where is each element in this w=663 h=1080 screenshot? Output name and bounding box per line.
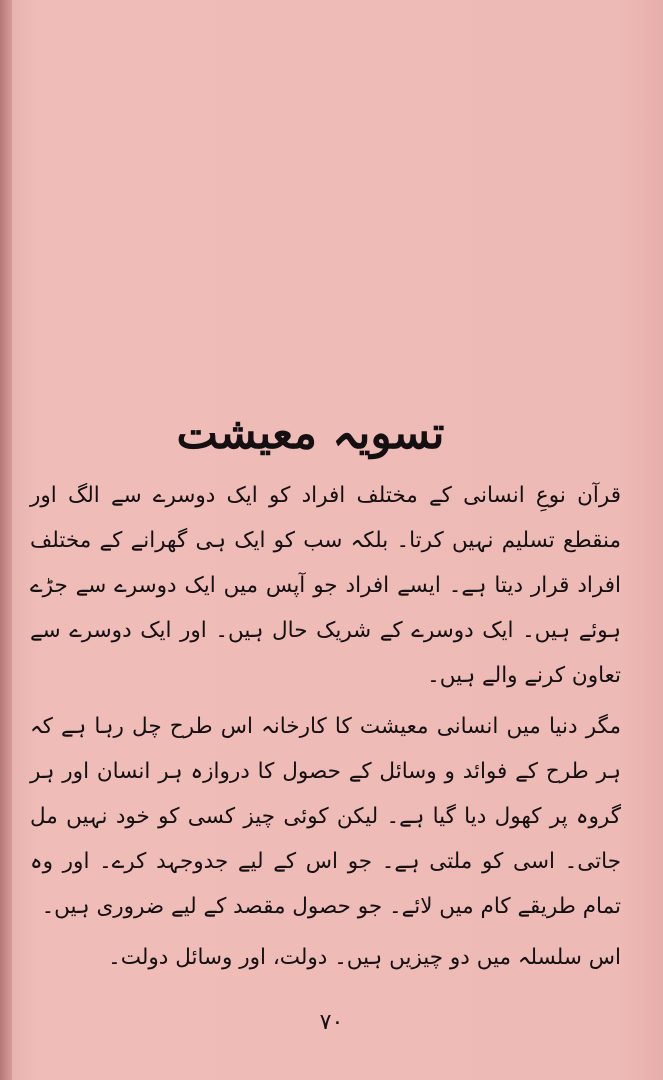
paragraph-1: قرآن نوعِ انسانی کے مختلف افراد کو ایک دوسرے سے الگ اور منقطع تسلیم نہیں کرتا۔ بلکہ سب کو ایک ہی گھرانے کے مختلف افراد قرار دیتا ہے۔ ایسے افراد جو آپس میں ایک دوسرے سے جڑے ہوئے ہیں۔ ایک دوسرے کے شریک حال ہیں۔ اور ایک دوسرے سے تعاون کرنے والے ہیں۔ xyxy=(30,483,621,688)
paragraph-2: مگر دنیا میں انسانی معیشت کا کارخانہ اس طرح چل رہا ہے کہ ہر طرح کے فوائد و وسائل کے حصول کا دروازہ ہر انسان اور ہر گروہ پر کھول دیا گیا ہے۔ لیکن کوئی چیز کسی کو خود نہیں مل جاتی۔ اسی کو ملتی ہے۔ جو اس کے لیے جدوجہد کرے۔ اور وہ تمام طریقے کام میں لائے۔ جو حصول مقصد کے لیے ضروری ہیں۔ xyxy=(30,714,621,919)
paragraph-3: اس سلسلہ میں دو چیزیں ہیں۔ دولت، اور وسائل دولت۔ xyxy=(108,945,621,970)
page-content xyxy=(30,395,621,980)
page-title: تسویہ معیشت xyxy=(176,408,445,459)
page-binding-edge xyxy=(0,0,12,1080)
page-number: ۷۰ xyxy=(319,1010,344,1035)
